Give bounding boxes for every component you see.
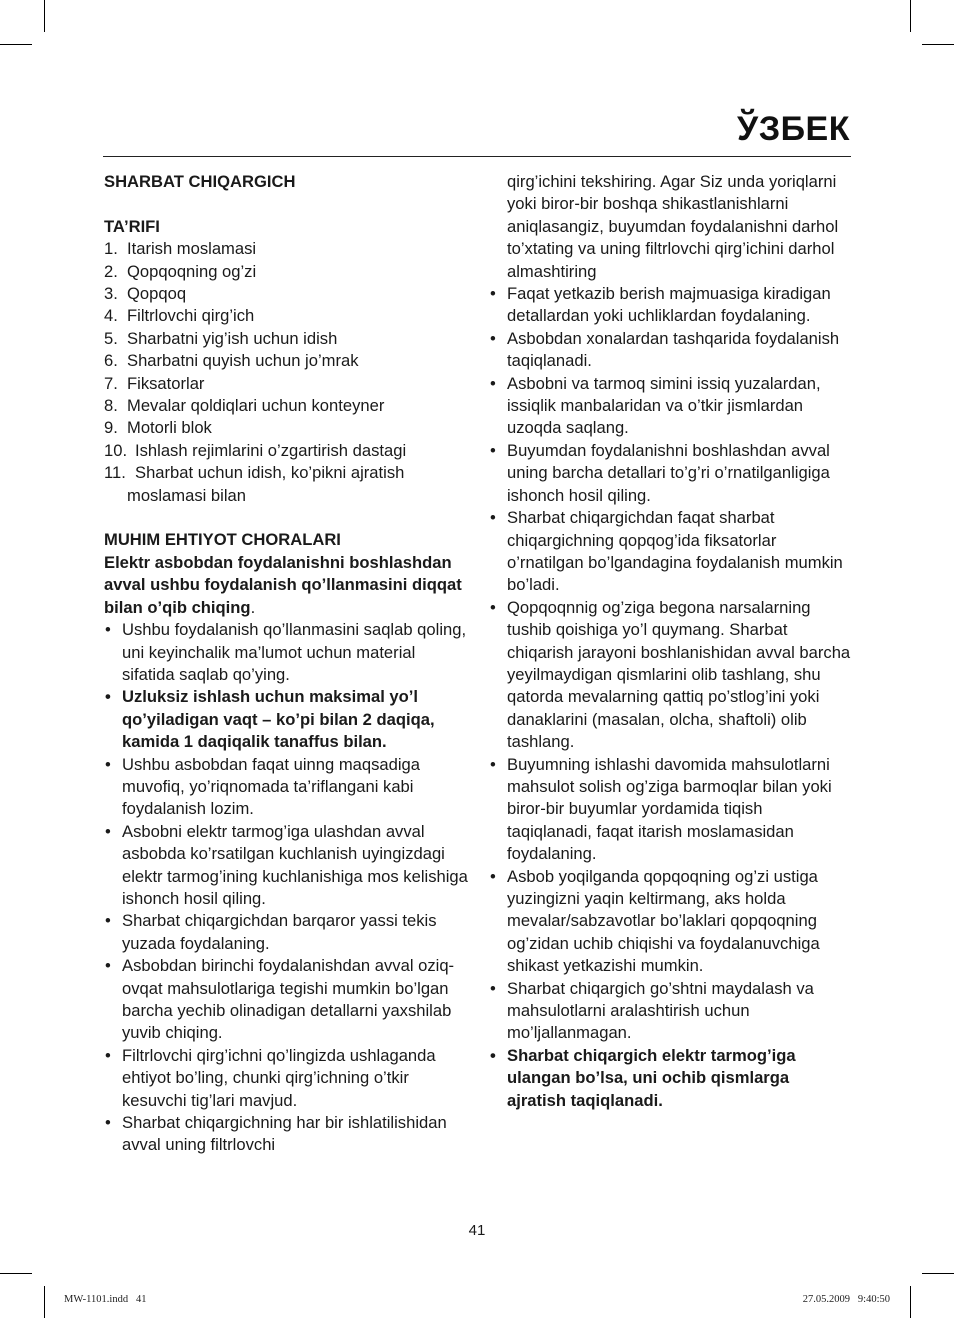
list-item: 8. Mevalar qoldiqlari uchun konteyner [104,396,385,416]
crop-mark [910,1286,911,1318]
crop-mark [922,1273,954,1274]
list-item: 7. Fiksatorlar [104,373,205,393]
crop-mark [0,44,32,45]
list-item: • Asbobni va tarmoq simini issiq yuzalardan, issiqlik manbalaridan va o’tkir jismlardan uzoqda saqlang. [490,373,821,438]
list-item: • Asbobdan xonalardan tashqarida foydalanish taqiqlanadi. [490,328,840,371]
list-item: 4. Filtrlovchi qirg’ich [104,306,255,326]
description-heading: TA’RIFI [104,216,160,236]
list-item: • Ushbu asbobdan faqat uinng maqsadiga muvofiq, yo’riqnomada ta’riflangani kabi foydalanish lozim. [105,754,420,819]
list-item: • Ushbu foydalanish qo’llanmasini saqlab qoling, uni keyinchalik ma’lumot uchun material sifatida saqlab qo’ying. [105,620,467,684]
safety-intro: Elektr asbobdan foydalanishni boshlashdan avval ushbu foydalanish qo’llanmasini diqqat bilan o’qib chiqing. [104,552,462,617]
footer-timestamp: 27.05.2009 9:40:50 [802,1294,890,1305]
list-item: • Sharbat chiqargich go’shtni maydalash va mahsulotlarni aralashtirish uchun mo’ljallanmagan. [490,978,814,1043]
list-item: 5. Sharbatni yig’ish uchun idish [104,328,338,348]
list-item: • Sharbat chiqargichning har bir ishlatilishidan avval uning filtrlovchi [105,1113,447,1155]
product-title: SHARBAT CHIQARGICH [104,172,296,191]
left-column [104,171,469,1157]
list-item: • Sharbat chiqargichdan faqat sharbat chiqargichning qopqog’ida fiksatorlar o’rnatilgan bo’lgandagina foydalanish mumkin bo’ladi. [490,508,843,595]
crop-mark [910,0,911,32]
list-item: 10. Ishlash rejimlarini o’zgartirish dastagi [104,440,407,460]
list-item: 11. Sharbat uchun idish, ko’pikni ajratish moslamasi bilan [104,463,405,505]
list-item: 1. Itarish moslamasi [104,239,257,259]
list-item: • Buyumdan foydalanishni boshlashdan avval uning barcha detallari to’g’ri o’rnatilganligiga ishonch hosil qiling. [490,440,830,505]
crop-mark [44,1286,45,1318]
list-item: 6. Sharbatni quyish uchun jo’mrak [104,351,359,371]
page-title: ЎЗБЕК [737,110,850,148]
crop-mark [922,44,954,45]
crop-mark [0,1273,32,1274]
list-item: 2. Qopqoqning og’zi [104,261,257,281]
list-item: • Sharbat chiqargichdan barqaror yassi tekis yuzada foydalaning. [105,911,437,953]
list-item: • Asbob yoqilganda qopqoqning og’zi ustiga yuzingizni yaqin keltirmang, aks holda mevalar/sabzavotlar bo’laklari qopqoqning og’zidan uchib chiqishi va foydalanuvchiga shikast yetkazishi mumkin. [490,866,820,976]
header-divider [103,156,851,157]
right-column [489,171,851,1112]
list-item: • Uzluksiz ishlash uchun maksimal yo’l qo’yiladigan vaqt – ko’pi bilan 2 daqiqa, kamida 1 daqiqalik tanaffus bilan. [105,687,435,752]
parts-list [104,238,469,507]
safety-heading: MUHIM EHTIYOT CHORALARI [104,530,341,550]
list-item: • Asbobdan birinchi foydalanishdan avval oziq-ovqat mahsulotlariga tegishi mumkin bo’lgan barcha yechib olinadigan detallarni yaxshilab yuvib chiqing. [105,956,455,1043]
safety-list-continued [489,283,851,1112]
list-item: • Qopqoqnnig og’ziga begona narsalarning tushib qoishiga yo’l quymang. Sharbat chiqarish jarayoni boshlanishidan avval barcha yeyilmaydigan qismlarini olib tashlang, shu qatorda mevalarning qattiq po’stlog’ini yoki danaklarini (masalan, olcha, shaftoli) olib tashlang. [490,597,851,752]
list-item: • Sharbat chiqargich elektr tarmog’iga ulangan bo’lsa, uni ochib qismlarga ajratish taqiqlanadi. [490,1045,796,1110]
safety-list [104,619,469,1157]
footer-filename: MW-1101.indd 41 [64,1294,147,1305]
list-item: 9. Motorli blok [104,418,212,438]
page-number: 41 [468,1222,486,1239]
list-item-continuation: qirg’ichini tekshiring. Agar Siz unda yoriqlarni yoki biror-bir boshqa shikastlanishlarni aniqlasangiz, buyumdan foydalanishni darhol to’xtating va uning filtrlovchi qirg’ichini darhol almashtiring [507,172,839,281]
list-item: 3. Qopqoq [104,284,187,304]
list-item: • Buyumning ishlashi davomida mahsulotlarni mahsulot solish og’ziga barmoqlar bilan yoki biror-bir buyumlar yordamida tiqish taqiqlanadi, faqat itarish moslamasidan foydalaning. [490,754,832,864]
crop-mark [44,0,45,32]
list-item: • Faqat yetkazib berish majmuasiga kiradigan detallardan yoki uchliklardan foydalaning. [490,284,831,326]
list-item: • Asbobni elektr tarmog’iga ulashdan avval asbobda ko’rsatilgan kuchlanish uyingizdagi elektr tarmog’ining kuchlanishiga mos kelishiga ishonch hosil qiling. [105,821,468,908]
list-item: • Filtrlovchi qirg’ichni qo’lingizda ushlaganda ehtiyot bo’ling, chunki qirg’ichning o’tkir kesuvchi tig’lari mavjud. [105,1045,436,1110]
